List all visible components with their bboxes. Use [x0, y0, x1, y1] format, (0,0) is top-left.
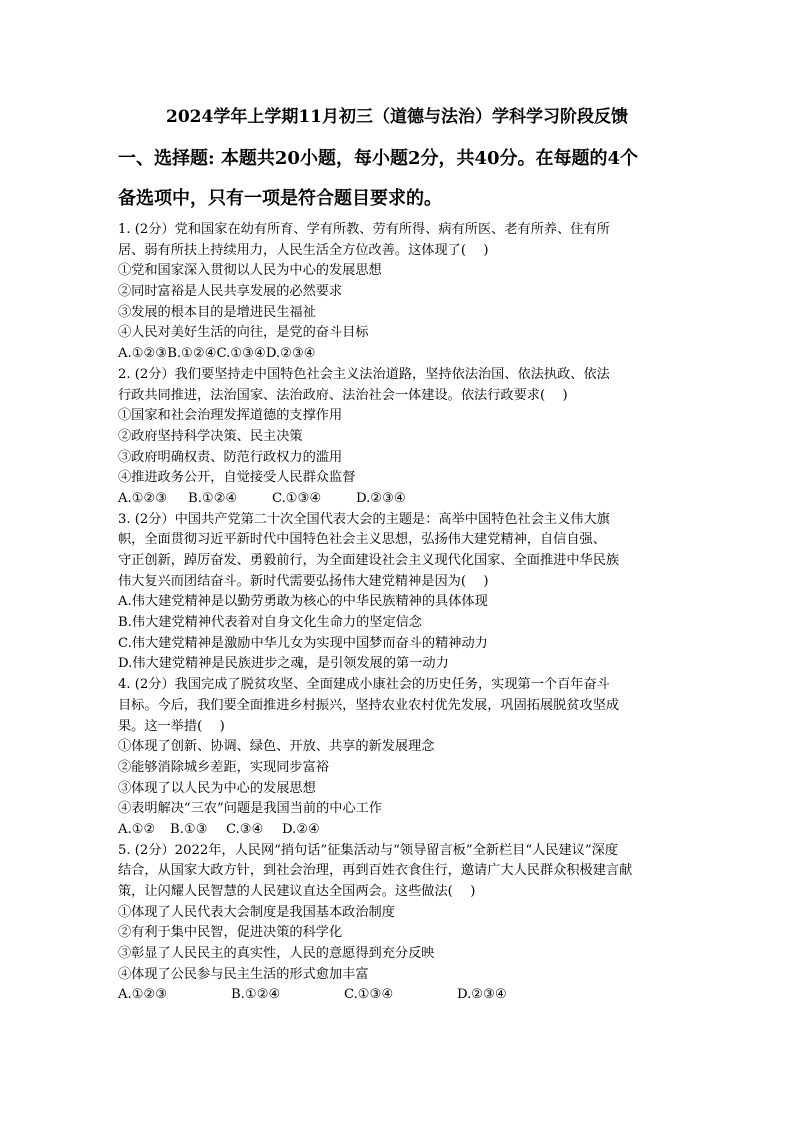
question-stem-line: 结合，从国家大政方针，到社会治理，再到百姓衣食住行，邀请广大人民群众积极建言献	[118, 863, 633, 879]
option-d: D.②③④	[356, 490, 406, 506]
option-b: B.①②④	[167, 346, 217, 362]
statement-item: ④人民对美好生活的向往，是党的奋斗目标	[118, 325, 369, 341]
statement-item: ③政府明确权责、防范行政权力的滥用	[118, 449, 343, 465]
statement-item: ①国家和社会治理发挥道德的支撑作用	[118, 408, 343, 424]
question-stem-line: 4. (2分）我国完成了脱贫攻坚、全面建成小康社会的历史任务，实现第一个百年奋斗	[118, 677, 610, 693]
answer-options	[118, 820, 684, 841]
question-stem-line: 2. (2分）我们要坚持走中国特色社会主义法治道路，坚持依法治国、依法执政、依法	[118, 366, 610, 382]
option-b: B.①②④	[231, 987, 281, 1003]
option-a: A.①②③	[118, 490, 168, 506]
answer-options	[118, 344, 684, 365]
question-stem-line: 目标。今后，我们要全面推进乡村振兴，坚持农业农村优先发展，巩固拓展脱贫攻坚成	[118, 697, 620, 713]
question-stem-line: 1. (2分）党和国家在幼有所育、学有所教、劳有所得、病有所医、老有所养、住有所	[118, 222, 610, 237]
statement-item: ④推进政务公开，自觉接受人民群众监督	[118, 470, 356, 486]
section-heading-line-1: 一、选择题: 本题共20小题，每小题2分，共40分。在每题的4个	[118, 148, 639, 169]
option-a: A.伟大建党精神是以勤劳勇敢为核心的中华民族精神的具体体现	[118, 594, 488, 610]
option-c: C.①③④	[344, 987, 394, 1003]
question-3	[118, 510, 684, 676]
section-heading-line-2: 备选项中，只有一项是符合题目要求的。	[118, 188, 442, 209]
statement-item: ②同时富裕是人民共享发展的必然要求	[118, 284, 343, 300]
statement-item: ①党和国家深入贯彻以人民为中心的发展思想	[118, 263, 382, 279]
question-5	[118, 841, 684, 1007]
option-a: A.①②	[118, 821, 156, 837]
option-c: C.③④	[226, 821, 264, 837]
question-stem-line: 帜，全面贯彻习近平新时代中国特色社会主义思想，弘扬伟大建党精神，自信自强、	[118, 532, 606, 548]
question-stem-line: 伟大复兴而团结奋斗。新时代需要弘扬伟大建党精神是因为( )	[118, 573, 489, 589]
answer-options	[118, 985, 684, 1006]
question-stem-line: 居、弱有所扶上持续用力，人民生活全方位改善。这体现了( )	[118, 242, 489, 258]
statement-item: ④表明解决“三农”问题是我国当前的中心工作	[118, 801, 383, 817]
question-stem-line: 5. (2分）2022年，人民网“捎句话”征集活动与“领导留言板”全新栏目“人民建议”深度	[118, 842, 618, 858]
option-d: D.②③④	[457, 987, 507, 1003]
question-stem-line: 策，让闪耀人民智慧的人民建议直达全国两会。这些做法( )	[118, 884, 476, 899]
option-c: C.①③④	[216, 346, 266, 362]
option-a: A.①②③	[118, 346, 168, 362]
question-2	[118, 365, 684, 510]
statement-item: ①体现了创新、协调、绿色、开放、共享的新发展理念	[118, 739, 435, 755]
option-b: B.①②④	[188, 490, 238, 506]
statement-item: ③发展的根本目的是增进民生福祉	[118, 304, 316, 320]
question-4	[118, 675, 684, 841]
statement-item: ②政府坚持科学决策、民主决策	[118, 428, 303, 444]
question-1	[118, 220, 684, 365]
statement-item: ②能够消除城乡差距，实现同步富裕	[118, 759, 329, 775]
statement-item: ①体现了人民代表大会制度是我国基本政治制度	[118, 904, 395, 920]
option-b: B.伟大建党精神代表着对自身文化生命力的坚定信念	[118, 615, 423, 631]
option-d: D.伟大建党精神是民族进步之魂，是引领发展的第一动力	[118, 656, 449, 672]
page-title: 2024学年上学期11月初三（道德与法治）学科学习阶段反馈	[166, 107, 628, 127]
option-d: D.②③④	[265, 346, 316, 362]
question-list	[118, 220, 684, 1006]
statement-item: ③彰显了人民民主的真实性，人民的意愿得到充分反映	[118, 946, 435, 962]
question-stem-line: 守正创新，踔厉奋发、勇毅前行，为全面建设社会主义现代化国家、全面推进中华民族	[118, 553, 620, 568]
statement-item: ③体现了以人民为中心的发展思想	[118, 780, 316, 796]
option-a: A.①②③	[118, 987, 168, 1003]
question-stem-line: 行政共同推进，法治国家、法治政府、法治社会一体建设。依法行政要求( )	[118, 387, 568, 403]
option-d: D.②④	[282, 821, 320, 837]
option-c: C.①③④	[272, 490, 322, 506]
answer-options	[118, 489, 684, 510]
option-b: B.①③	[170, 821, 208, 837]
statement-item: ②有利于集中民智，促进决策的科学化	[118, 925, 343, 941]
option-c: C.伟大建党精神是激励中华儿女为实现中国梦而奋斗的精神动力	[118, 635, 488, 651]
question-stem-line: 3. (2分）中国共产党第二十次全国代表大会的主题是：高举中国特色社会主义伟大旗	[118, 511, 610, 527]
question-stem-line: 果。这一举措( )	[118, 718, 225, 734]
statement-item: ④体现了公民参与民主生活的形式愈加丰富	[118, 966, 369, 982]
